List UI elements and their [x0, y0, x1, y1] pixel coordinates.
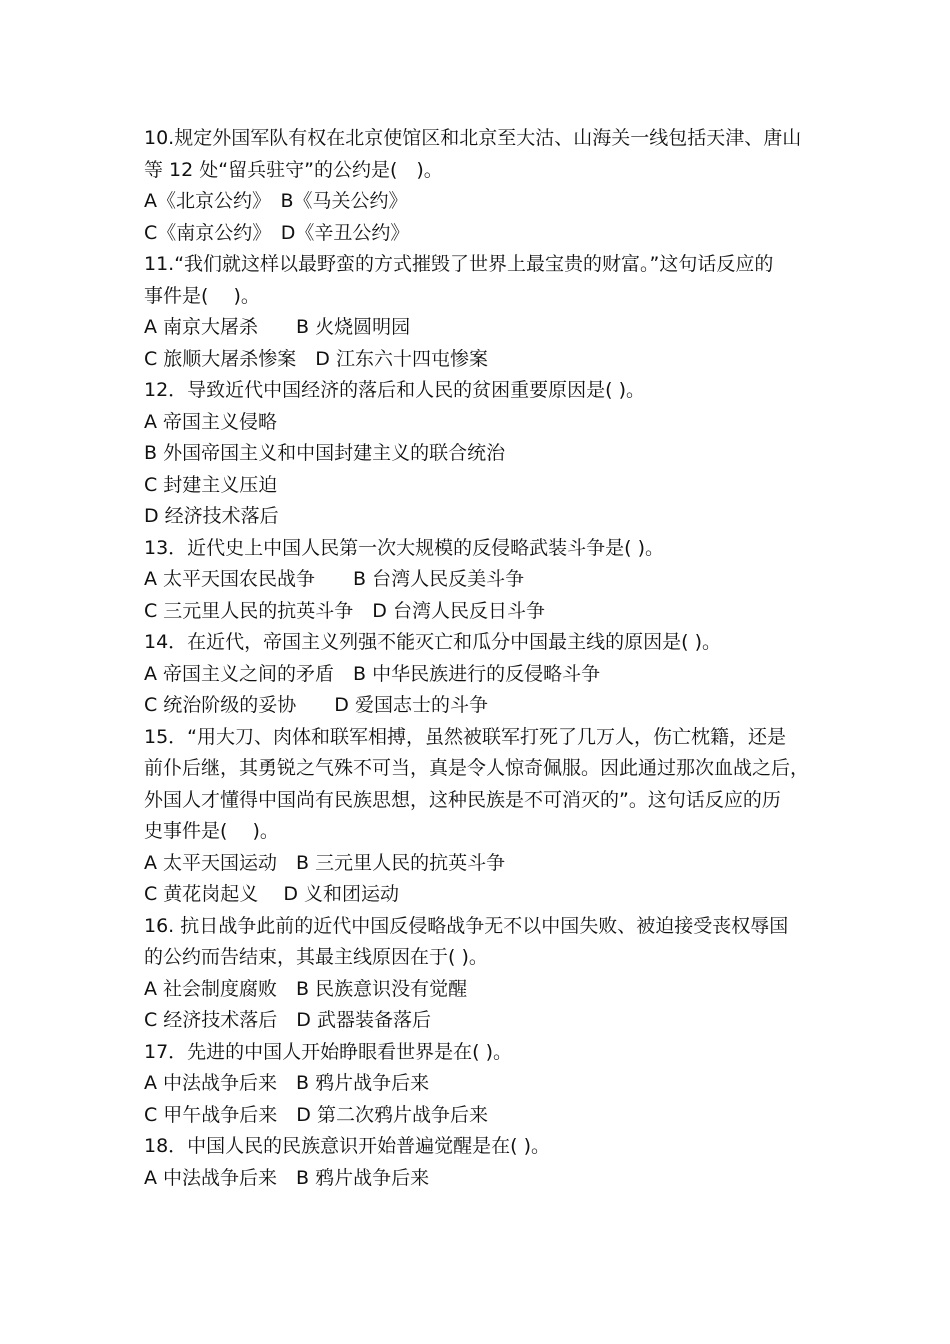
q15-stem-line-2: 前仆后继，其勇锐之气殊不可当，真是令人惊奇佩服。因此通过那次血战之后，: [144, 757, 809, 779]
q12-option-a: A 帝国主义侵略: [144, 410, 278, 433]
q12-stem: 12．导致近代中国经济的落后和人民的贫困重要原因是( )。: [144, 379, 646, 401]
q11-stem-line-2: 事件是( )。: [144, 284, 260, 307]
q14-stem: 14．在近代，帝国主义列强不能灭亡和瓜分中国最主线的原因是( )。: [144, 631, 722, 653]
q12-option-d: D 经济技术落后: [144, 505, 279, 527]
q12-option-b: B 外国帝国主义和中国封建主义的联合统治: [144, 442, 506, 464]
q16-options-cd: C 经济技术落后 D 武器装备落后: [144, 1009, 431, 1031]
q17-options-ab: A 中法战争后来 B 鸦片战争后来: [144, 1072, 430, 1094]
q13-options-cd: C 三元里人民的抗英斗争 D 台湾人民反日斗争: [144, 599, 545, 622]
q16-options-ab: A 社会制度腐败 B 民族意识没有觉醒: [144, 977, 468, 1000]
q14-options-ab: A 帝国主义之间的矛盾 B 中华民族进行的反侵略斗争: [144, 662, 601, 685]
q13-options-ab: A 太平天国农民战争 B 台湾人民反美斗争: [144, 568, 525, 590]
q15-stem-line-1: 15．“用大刀、肉体和联军相搏，虽然被联军打死了几万人，伤亡枕籍，还是: [144, 725, 787, 748]
q15-options-cd: C 黄花岗起义 D 义和团运动: [144, 883, 400, 905]
q10-options-ab: A《北京公约》 B《马关公约》: [144, 190, 408, 212]
q17-options-cd: C 甲午战争后来 D 第二次鸦片战争后来: [144, 1103, 488, 1126]
q11-options-ab: A 南京大屠杀 B 火烧圆明园: [144, 316, 411, 338]
q14-options-cd: C 统治阶级的妥协 D 爱国志士的斗争: [144, 694, 488, 716]
document-body: [144, 123, 809, 1194]
q15-stem-line-3: 外国人才懂得中国尚有民族思想，这种民族是不可消灭的”。这句话反应的历: [144, 788, 781, 811]
q12-option-c: C 封建主义压迫: [144, 473, 278, 496]
q15-stem-line-4: 史事件是( )。: [144, 820, 279, 842]
q10-stem-line-2: 等 12 处“留兵驻守”的公约是( )。: [144, 158, 443, 181]
q11-stem-line-1: 11.“我们就这样以最野蛮的方式摧毁了世界上最宝贵的财富。”这句话反应的: [144, 253, 774, 275]
q13-stem: 13．近代史上中国人民第一次大规模的反侵略武装斗争是( )。: [144, 536, 665, 559]
q10-options-cd: C《南京公约》 D《辛丑公约》: [144, 221, 410, 244]
q16-stem-line-2: 的公约而告结束，其最主线原因在于( )。: [144, 946, 488, 968]
q10-stem-line-1: 10.规定外国军队有权在北京使馆区和北京至大沽、山海关一线包括天津、唐山: [144, 127, 802, 149]
q17-stem: 17．先进的中国人开始睁眼看世界是在( )。: [144, 1040, 513, 1063]
q15-options-ab: A 太平天国运动 B 三元里人民的抗英斗争: [144, 851, 506, 874]
q11-options-cd: C 旅顺大屠杀惨案 D 江东六十四屯惨案: [144, 347, 488, 370]
q18-stem: 18．中国人民的民族意识开始普遍觉醒是在( )。: [144, 1135, 551, 1157]
q16-stem-line-1: 16. 抗日战争此前的近代中国反侵略战争无不以中国失败、被迫接受丧权辱国: [144, 914, 789, 937]
q18-options-ab: A 中法战争后来 B 鸦片战争后来: [144, 1166, 430, 1189]
